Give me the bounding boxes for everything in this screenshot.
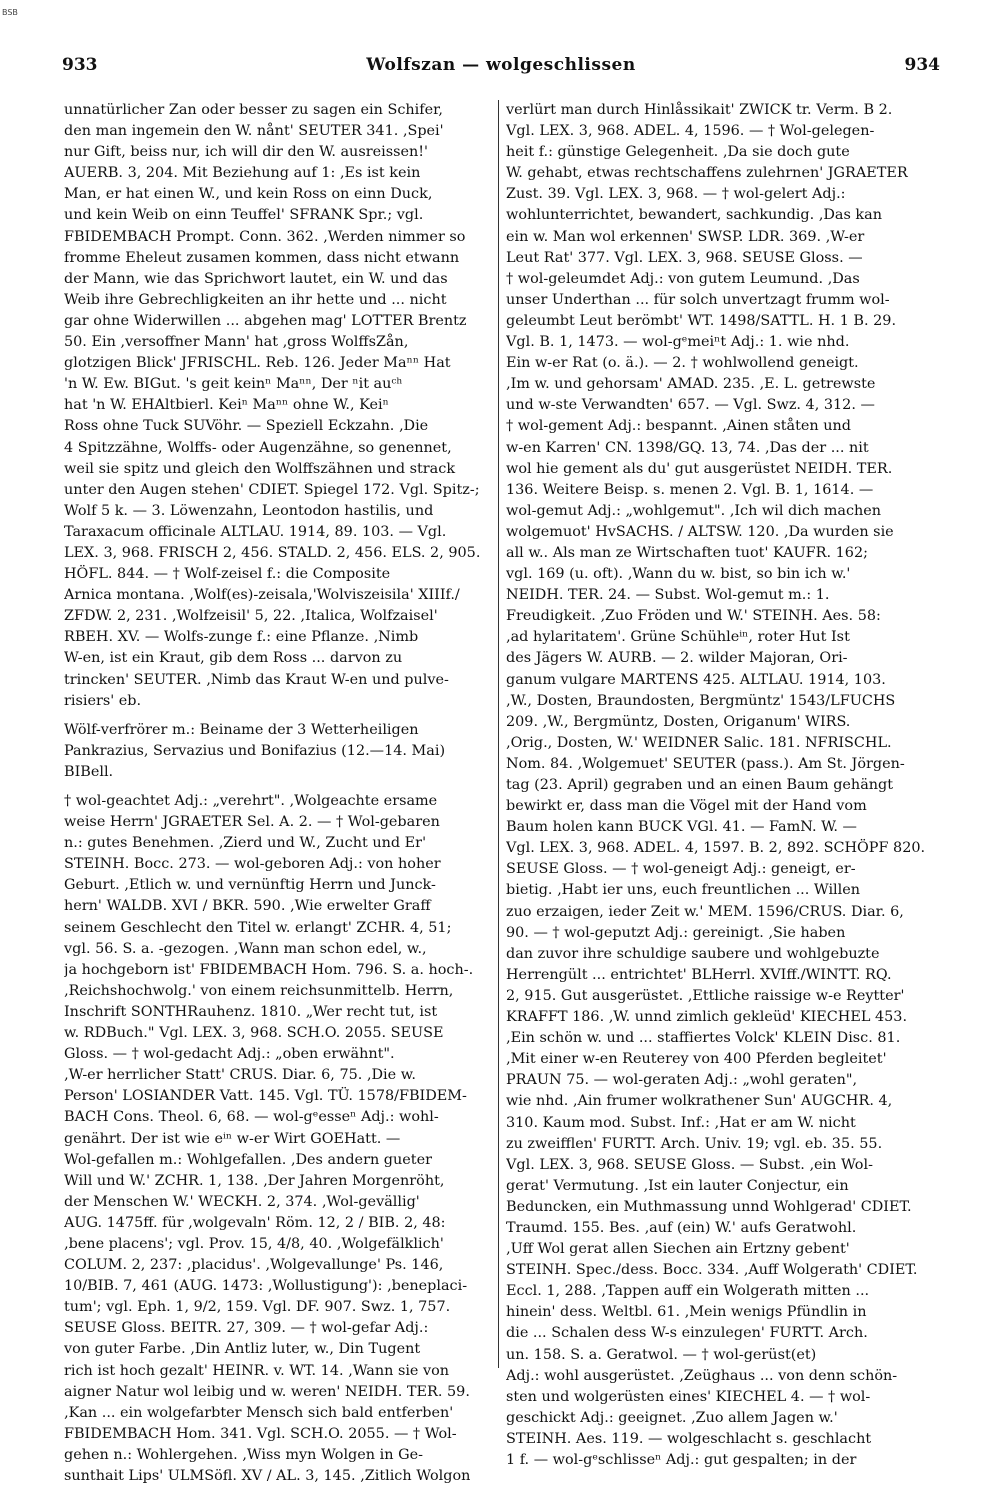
text-line: gehen n.: Wohlergehen. ‚Wiss myn Wolgen in Ge- (64, 1446, 423, 1463)
text-line: 'n W. Ew. BIGut. 's geit keinⁿ Maⁿⁿ, Der ⁿit auᶜʰ (64, 376, 403, 393)
text-line: aigner Natur wol leibig und w. weren' NEIDH. TER. 59. (64, 1383, 470, 1400)
text-line: wolgemuot' HvSACHS. / ALTSW. 120. ‚Da wurden sie (506, 523, 894, 540)
text-line: den man ingemein den W. nånt' SEUTER 341. ‚Spei' (64, 123, 444, 140)
text-line: STEINH. Bocc. 273. — wol-geboren Adj.: von hoher (64, 856, 441, 873)
text-line: der Mann, wie das Sprichwort lautet, ein W. und das (64, 270, 448, 287)
text-line: ein w. Man wol erkennen' SWSP. LDR. 369. ‚W-er (506, 228, 865, 245)
text-line: ZFDW. 2, 231. ‚Wolfzeisil' 5, 22. ‚Italica, Wolfzaisel' (64, 608, 438, 625)
text-line: heit f.: günstige Gelegenheit. ‚Da sie doch gute (506, 144, 850, 161)
text-line: † wol-geachtet Adj.: „verehrt". ‚Wolgeachte ersame (64, 793, 438, 809)
page-number-right: 934 (904, 55, 940, 75)
text-line: wol hie gement als du' gut ausgerüstet NEIDH. TER. (506, 460, 893, 477)
text-line: all w.. Als man ze Wirtschaften tuot' KAUFR. 162; (506, 544, 868, 561)
text-line: HÖFL. 844. — † Wolf-zeisel f.: die Composite (64, 566, 391, 583)
text-line: Weib ihre Gebrechligkeiten an ihr hette und ... nicht (64, 291, 447, 308)
text-line: Adj.: wohl ausgerüstet. ‚Zeüghaus ... von denn schön- (506, 1367, 898, 1384)
text-line: seinem Geschlecht den Titel w. erlangt' ZCHR. 4, 51; (64, 919, 452, 936)
text-line: 50. Ein ‚versoffner Mann' hat ‚gross WolffsZån, (64, 334, 409, 351)
text-line: hern' WALDB. XVI / BKR. 590. ‚Wie erwelter Graff (64, 898, 431, 915)
text-line: W-en, ist ein Kraut, gib dem Ross ... darvon zu (64, 650, 403, 667)
text-line: Person' LOSIANDER Vatt. 145. Vgl. TÜ. 1578/FBIDEM- (64, 1088, 467, 1105)
text-line: weil sie spitz und gleich den Wolffszähnen und strack (64, 460, 456, 477)
running-title: Wolfszan — wolgeschlissen (366, 55, 636, 75)
text-line: ‚W-er herrlicher Statt' CRUS. Diar. 6, 75. ‚Die w. (64, 1067, 416, 1084)
text-line: die ... Schalen dess W-s einzulegen' FURTT. Arch. (506, 1325, 868, 1342)
text-line: Arnica montana. ‚Wolf(es)-zeisala,'Wolviszeisila' XIIIf./ (64, 587, 460, 604)
text-line: weise Herrn' JGRAETER Sel. A. 2. — † Wol-gebaren (64, 814, 440, 831)
text-line: Inschrift SONTHRauhenz. 1810. „Wer recht tut, ist (64, 1003, 438, 1020)
text-line: AUERB. 3, 204. Mit Beziehung auf 1: ‚Es ist kein (64, 165, 421, 182)
text-line: geschickt Adj.: geeignet. ‚Zuo allem Jagen w.' (506, 1409, 838, 1426)
text-line: Traumd. 155. Bes. ‚auf (ein) W.' aufs Geratwohl. (506, 1219, 857, 1236)
text-line: 136. Weitere Beisp. s. menen 2. Vgl. B. 1, 1614. — (506, 481, 874, 498)
text-line: ja hochgeborn ist' FBIDEMBACH Hom. 796. S. a. hoch-. (64, 961, 474, 978)
text-line: glotzigen Blick' JFRISCHL. Reb. 126. Jeder Maⁿⁿ Hat (64, 355, 451, 372)
text-line: unter den Augen stehen' CDIET. Spiegel 172. Vgl. Spitz-; (64, 481, 480, 498)
text-line: 90. — † wol-geputzt Adj.: gereinigt. ‚Sie haben (506, 924, 846, 941)
text-line: Beduncken, ein Muthmassung unnd Wohlgerad' CDIET. (506, 1198, 912, 1215)
text-line: hat 'n W. EHAltbierl. Keiⁿ Maⁿⁿ ohne W., Keiⁿ (64, 397, 389, 414)
text-line: BIBell. (64, 763, 114, 780)
text-line: sunthait Lips' ULMSöfl. XV / AL. 3, 145. ‚Zitlich Wolgon (64, 1468, 471, 1484)
text-line: ‚Im w. und gehorsam' AMAD. 235. ‚E. L. getrewste (506, 376, 876, 393)
text-line: Wölf-verfrörer m.: Beiname der 3 Wetterheiligen (64, 721, 419, 738)
right-column (506, 100, 938, 1471)
text-line: ‚Uff Wol gerat allen Siechen ain Ertzny gebent' (506, 1241, 850, 1258)
text-line: un. 158. S. a. Geratwol. — † wol-gerüst(et) (506, 1346, 817, 1363)
text-line: FBIDEMBACH Prompt. Conn. 362. ‚Werden nimmer so (64, 228, 466, 245)
text-line: Ein w-er Rat (o. ä.). — 2. † wohlwollend geneigt. (506, 355, 859, 372)
text-line: ‚Reichshochwolg.' von einem reichsunmittelb. Herrn, (64, 982, 454, 999)
text-line: Taraxacum officinale ALTLAU. 1914, 89. 103. — Vgl. (64, 523, 447, 540)
text-line: ‚ad hylaritatem'. Grüne Schühleⁱⁿ, roter Hut Ist (506, 629, 850, 646)
column-divider (498, 100, 499, 1368)
text-line: ‚Mit einer w-en Reuterey von 400 Pferden begleitet' (506, 1051, 887, 1068)
text-line: geleumbt Leut berömbt' WT. 1498/SATTL. H. 1 B. 29. (506, 312, 897, 329)
text-line: tum'; vgl. Eph. 1, 9/2, 159. Vgl. DF. 907. Swz. 1, 757. (64, 1299, 451, 1316)
text-line: W. gehabt, etwas rechtschaffens zulehrnen' JGRAETER (506, 165, 908, 182)
text-line: SEUSE Gloss. BEITR. 27, 309. — † wol-gefar Adj.: (64, 1320, 429, 1337)
text-line: Will und W.' ZCHR. 1, 138. ‚Der Jahren Morgenröht, (64, 1172, 445, 1189)
text-line: n.: gutes Benehmen. ‚Zierd und W., Zucht und Er' (64, 835, 427, 852)
text-line: Wolf 5 k. — 3. Löwenzahn, Leontodon hastilis, und (64, 502, 434, 519)
text-line: unser Underthan ... für solch unvertzagt frumm wol- (506, 291, 890, 308)
text-line: fromme Eheleut zusamen kommen, dass nicht etwann (64, 249, 460, 266)
text-line: genährt. Der ist wie eⁱⁿ w-er Wirt GOEHatt. — (64, 1130, 401, 1147)
text-line: † wol-gement Adj.: bespannt. ‚Ainen ståten und (506, 418, 852, 435)
text-line: dan zuvor ihre schuldige saubere und wohlgebuzte (506, 945, 880, 962)
text-line: nur Gift, beiss nur, ich will dir den W. ausreissen!' (64, 144, 428, 161)
text-line: wol-gemut Adj.: „wohlgemut". ‚Ich wil dich machen (506, 502, 882, 519)
text-line: Gloss. — † wol-gedacht Adj.: „oben erwähnt". (64, 1046, 395, 1063)
text-line: 209. ‚W., Bergmüntz, Dosten, Origanum' WIRS. (506, 713, 851, 730)
text-line: vgl. 56. S. a. -gezogen. ‚Wann man schon edel, w., (64, 940, 427, 957)
left-column (64, 100, 492, 1487)
text-line: KRAFFT 186. ‚W. unnd zimlich gekleüd' KIECHEL 453. (506, 1009, 908, 1026)
text-line: w-en Karren' CN. 1398/GQ. 13, 74. ‚Das der ... nit (506, 439, 869, 456)
text-line: ‚Orig., Dosten, W.' WEIDNER Salic. 181. NFRISCHL. (506, 734, 892, 751)
text-line: 1 f. — wol-gᵉschlisseⁿ Adj.: gut gespalten; in der (506, 1452, 857, 1468)
text-line: bewirkt er, dass man die Vögel mit der Hand vom (506, 798, 867, 815)
text-line: AUG. 1475ff. für ‚wolgevaln' Röm. 12, 2 / BIB. 2, 48: (64, 1214, 446, 1231)
text-line: ‚bene placens'; vgl. Prov. 15, 4/8, 40. ‚Wolgefälklich' (64, 1235, 444, 1252)
text-line: Freudigkeit. ‚Zuo Fröden und W.' STEINH. Aes. 58: (506, 608, 881, 625)
text-line: STEINH. Aes. 119. — wolgeschlacht s. geschlacht (506, 1430, 872, 1447)
text-line: Geburt. ‚Etlich w. und vernünftig Herrn und Junck- (64, 877, 436, 894)
text-line: der Menschen W.' WECKH. 2, 374. ‚Wol-gevällig' (64, 1193, 420, 1210)
text-line: Man, er hat einen W., und kein Ross on einn Duck, (64, 186, 433, 203)
text-line: vgl. 169 (u. oft). ‚Wann du w. bist, so bin ich w.' (506, 566, 851, 583)
text-line: verlürt man durch Hinlåssikait' ZWICK tr. Verm. B 2. (506, 102, 893, 118)
text-line: SEUSE Gloss. — † wol-geneigt Adj.: geneigt, er- (506, 861, 856, 878)
text-line: tag (23. April) gegraben und an einen Baum gehängt (506, 777, 894, 793)
text-line: FBIDEMBACH Hom. 341. Vgl. SCH.O. 2055. — † Wol- (64, 1425, 457, 1442)
text-line: Leut Rat' 377. Vgl. LEX. 3, 968. SEUSE Gloss. — (506, 249, 863, 266)
text-line: ganum vulgare MARTENS 425. ALTLAU. 1914, 103. (506, 671, 886, 688)
text-line: unnatürlicher Zan oder besser zu sagen ein Schifer, (64, 102, 443, 118)
text-line: 10/BIB. 7, 461 (AUG. 1473: ‚Wollustigung'): ‚beneplaci- (64, 1278, 468, 1295)
text-line: gerat' Vermutung. ‚Ist ein lauter Conjectur, ein (506, 1177, 849, 1194)
text-line: LEX. 3, 968. FRISCH 2, 456. STALD. 2, 456. ELS. 2, 905. (64, 544, 481, 561)
text-line: Pankrazius, Servazius und Bonifazius (12.—14. Mai) (64, 742, 446, 759)
entry-gap (64, 783, 492, 791)
text-line: ‚Ein schön w. und ... staffiertes Volck' KLEIN Disc. 81. (506, 1030, 901, 1047)
corner-mark: BSB (2, 8, 18, 17)
text-line: und kein Weib on einn Teuffel' SFRANK Spr.; vgl. (64, 207, 424, 224)
text-line: wie nhd. ‚Ain frumer wolkrathener Sun' AUGCHR. 4, (506, 1093, 893, 1110)
text-line: NEIDH. TER. 24. — Subst. Wol-gemut m.: 1. (506, 587, 830, 604)
text-line: hinein' dess. Weltbl. 61. ‚Mein wenigs Pfündlin in (506, 1304, 867, 1321)
text-line: Vgl. B. 1, 1473. — wol-gᵉmeiⁿt Adj.: 1. wie nhd. (506, 334, 850, 351)
text-line: rich ist hoch gezalt' HEINR. v. WT. 14. ‚Wann sie von (64, 1362, 450, 1379)
text-line: von guter Farbe. ‚Din Antliz luter, w., Din Tugent (64, 1341, 421, 1358)
text-line: COLUM. 2, 237: ‚placidus'. ‚Wolgevallunge' Ps. 146, (64, 1257, 444, 1274)
text-line: Vgl. LEX. 3, 968. ADEL. 4, 1597. B. 2, 892. SCHÖPF 820. (506, 840, 926, 857)
text-line: wohlunterrichtet, bewandert, sachkundig. ‚Das kan (506, 207, 882, 224)
text-line: zuo erzaigen, ieder Zeit w.' MEM. 1596/CRUS. Diar. 6, (506, 903, 904, 920)
text-line: ‚W., Dosten, Braundosten, Bergmüntz' 1543/LFUCHS (506, 692, 896, 709)
text-line: BACH Cons. Theol. 6, 68. — wol-gᵉesseⁿ Adj.: wohl- (64, 1109, 439, 1126)
text-line: gar ohne Widerwillen ... abgehen mag' LOTTER Brentz (64, 312, 467, 329)
text-line: w. RDBuch." Vgl. LEX. 3, 968. SCH.O. 2055. SEUSE (64, 1025, 444, 1042)
text-line: STEINH. Spec./dess. Bocc. 334. ‚Auff Wolgerath' CDIET. (506, 1262, 918, 1279)
text-line: 2, 915. Gut ausgerüstet. ‚Ettliche raissige w-e Reytter' (506, 987, 905, 1004)
text-line: Wol-gefallen m.: Wohlgefallen. ‚Des andern gueter (64, 1151, 432, 1168)
text-line: zu zweifflen' FURTT. Arch. Univ. 19; vgl. eb. 35. 55. (506, 1135, 883, 1152)
text-line: sten und wolgerüsten eines' KIECHEL 4. — † wol- (506, 1388, 871, 1405)
text-line: des Jägers W. AURB. — 2. wilder Majoran, Ori- (506, 650, 848, 667)
text-line: risiers' eb. (64, 692, 142, 709)
text-line: Nom. 84. ‚Wolgemuet' SEUTER (pass.). Am St. Jörgen- (506, 755, 905, 772)
text-line: † wol-geleumdet Adj.: von gutem Leumund. ‚Das (506, 270, 860, 287)
text-line: ‚Kan ... ein wolgefarbter Mensch sich bald entferben' (64, 1404, 454, 1421)
text-line: bietig. ‚Habt ier uns, euch freuntlichen ... Willen (506, 882, 861, 899)
text-line: RBEH. XV. — Wolfs-zunge f.: eine Pflanze. ‚Nimb (64, 629, 419, 646)
entry-gap (64, 712, 492, 720)
text-line: Zust. 39. Vgl. LEX. 3, 968. — † wol-gelert Adj.: (506, 186, 846, 203)
text-line: Vgl. LEX. 3, 968. ADEL. 4, 1596. — † Wol-gelegen- (506, 123, 875, 140)
text-line: Vgl. LEX. 3, 968. SEUSE Gloss. — Subst. ‚ein Wol- (506, 1156, 873, 1173)
text-line: 310. Kaum mod. Subst. Inf.: ‚Hat er am W. nicht (506, 1114, 856, 1131)
text-line: 4 Spitzzähne, Wolffs- oder Augenzähne, so genennet, (64, 439, 452, 456)
page-header (62, 55, 940, 85)
text-line: trincken' SEUTER. ‚Nimb das Kraut W-en und pulve- (64, 671, 449, 688)
page-number-left: 933 (62, 55, 98, 75)
text-line: Baum holen kann BUCK VGl. 41. — FamN. W. — (506, 819, 857, 836)
text-line: Ross ohne Tuck SUVöhr. — Speziell Eckzahn. ‚Die (64, 418, 429, 435)
text-line: PRAUN 75. — wol-geraten Adj.: „wohl geraten", (506, 1072, 858, 1089)
text-line: und w-ste Verwandten' 657. — Vgl. Swz. 4, 312. — (506, 397, 875, 414)
text-line: Herrengült ... entrichtet' BLHerrl. XVIff./WINTT. RQ. (506, 966, 892, 983)
text-line: Eccl. 1, 288. ‚Tappen auff ein Wolgerath mitten ... (506, 1283, 870, 1300)
